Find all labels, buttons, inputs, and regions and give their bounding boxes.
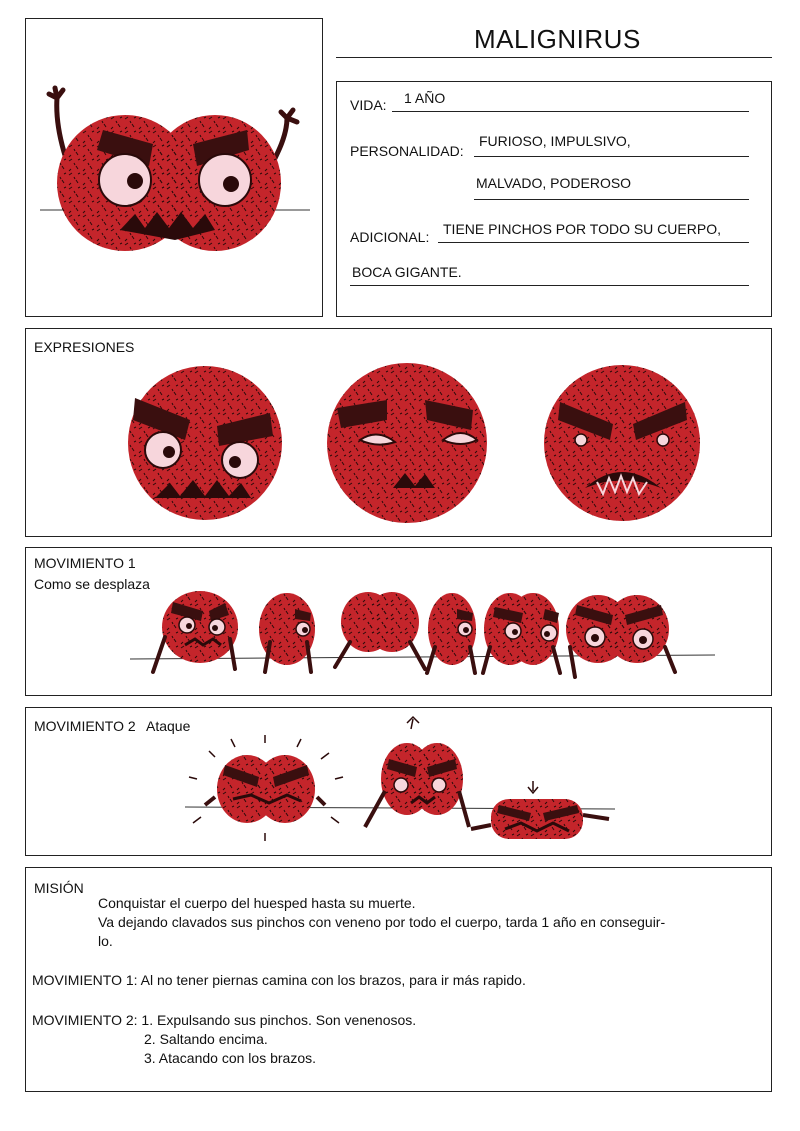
mision-mov2-item3: 3. Atacando con los brazos. [144,1050,316,1066]
adicional-label: ADICIONAL: [350,229,430,245]
movimiento2-subtitle: Ataque [146,718,191,734]
vida-value: 1 AÑO [404,90,446,106]
movimiento2-title: MOVIMIENTO 2 [34,718,136,734]
attack-jump-figure [365,717,469,827]
vida-line [392,111,749,112]
mision-mov2: MOVIMIENTO 2: 1. Expulsando sus pinchos. Son venenosos. [32,1012,417,1028]
malignirus-portrait [25,18,323,317]
personalidad-line1: FURIOSO, IMPULSIVO, [479,133,631,149]
expression-angry [128,366,282,520]
attack-arms-figure [471,781,609,839]
movimiento2-illustration [25,707,772,856]
adicional-line2: BOCA GIGANTE. [352,264,462,280]
page-title: MALIGNIRUS [474,24,641,54]
mision-mov2-item2: 2. Saltando encima. [144,1031,268,1047]
movimiento1-illustration [25,547,772,696]
expression-pain [327,363,487,523]
personalidad-underline2 [474,199,749,200]
mision-mov1: MOVIMIENTO 1: Al no tener piernas camina con los brazos, para ir más rapido. [32,972,526,988]
movimiento1-title: MOVIMIENTO 1 [34,555,136,571]
vida-label: VIDA: [350,97,387,113]
adicional-underline1 [438,242,749,243]
mision-line3: lo. [98,933,113,949]
mision-line2: Va dejando clavados sus pinchos con veneno por todo el cuerpo, tarda 1 año en conseguir- [98,914,666,930]
expressions-illustration [25,328,772,537]
expression-furious [544,365,700,521]
adicional-line1: TIENE PINCHOS POR TODO SU CUERPO, [443,221,721,237]
attack-expel-figure [189,735,343,841]
adicional-underline2 [350,285,749,286]
personalidad-underline1 [474,156,749,157]
personalidad-label: PERSONALIDAD: [350,143,464,159]
personalidad-line2: MALVADO, PODEROSO [476,175,632,191]
mision-title: MISIÓN [34,880,84,896]
title-underline [336,57,772,58]
mision-line1: Conquistar el cuerpo del huesped hasta su muerte. [98,895,416,911]
expresiones-title: EXPRESIONES [34,339,135,355]
movimiento1-subtitle: Como se desplaza [34,576,150,592]
